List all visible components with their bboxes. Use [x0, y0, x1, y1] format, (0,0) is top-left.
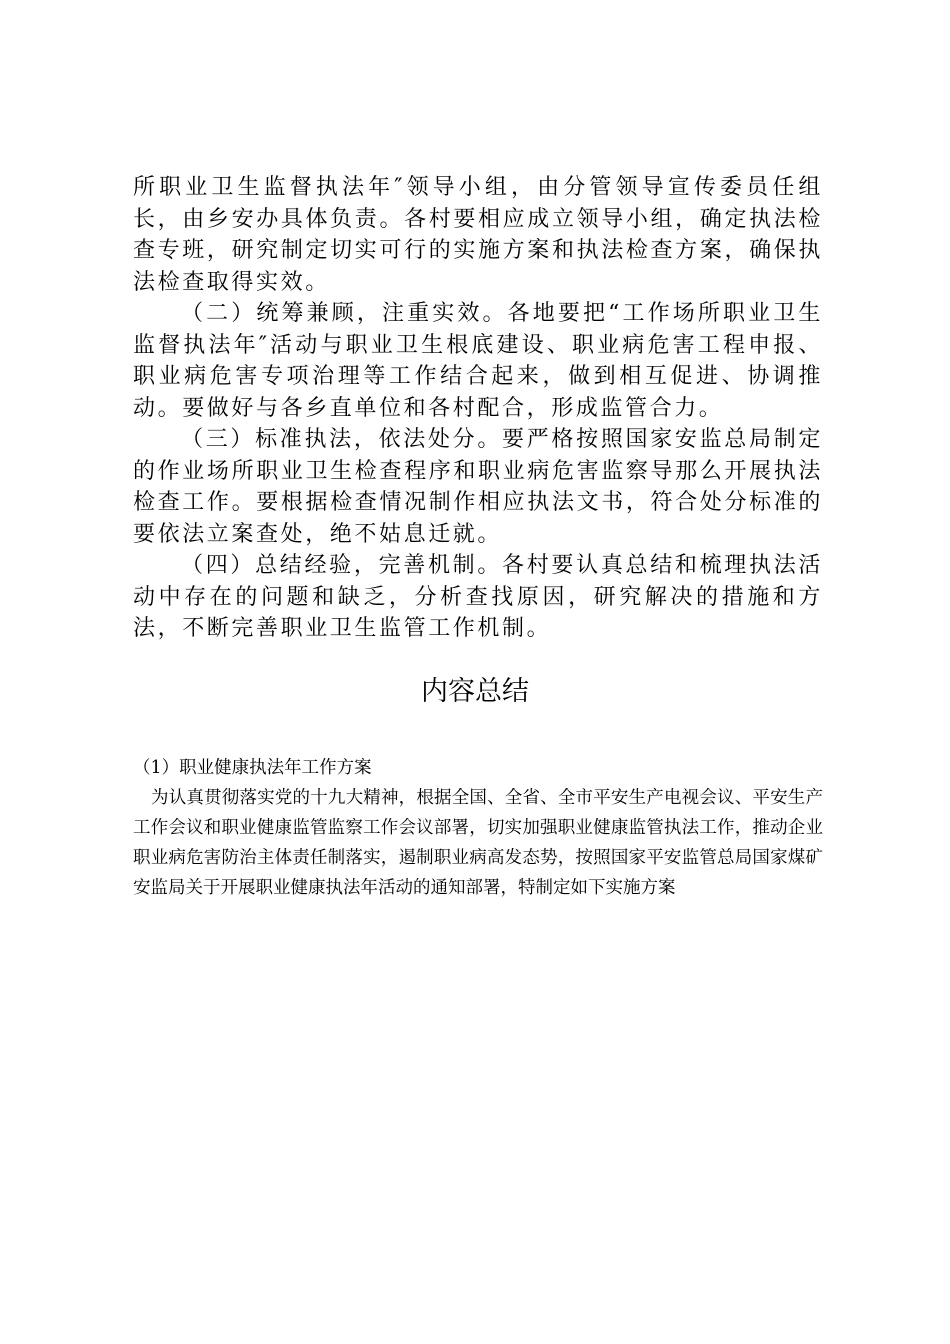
- paragraph-summary-experience: （四）总结经验，完善机制。各村要认真总结和梳理执法活动中存在的问题和缺乏，分析查找原因，研究解决的措施和方法，不断完善职业卫生监管工作机制。: [133, 553, 823, 641]
- paragraph-leadership-group: 所职业卫生监督执法年″领导小组，由分管领导宣传委员任组长，由乡安办具体负责。各村要相应成立领导小组，确定执法检查专班，研究制定切实可行的实施方案和执法检查方案，确保执法检查取得实效。: [133, 175, 823, 295]
- summary-body: 为认真贯彻落实党的十九大精神，根据全国、全省、全市平安生产电视会议、平安生产工作会议和职业健康监管监察工作会议部署，切实加强职业健康监管执法工作，推动企业职业病危害防治主体责任制落实，遏制职业病高发态势，按照国家平安监管总局国家煤矿安监局关于开展职业健康执法年活动的通知部署，特制定如下实施方案: [133, 788, 823, 898]
- paragraph-coordination: （二）统筹兼顾，注重实效。各地要把“工作场所职业卫生监督执法年″活动与职业卫生根底建设、职业病危害工程申报、职业病危害专项治理等工作结合起来，做到相互促进、协调推动。要做好与各乡直单位和各村配合，形成监管合力。: [133, 301, 823, 421]
- paragraph-standard-enforcement: （三）标准执法，依法处分。要严格按照国家安监总局制定的作业场所职业卫生检查程序和职业病危害监察导那么开展执法检查工作。要根据检查情况制作相应执法文书，符合处分标准的要依法立案查处，绝不姑息迁就。: [133, 427, 823, 547]
- summary-title: 内容总结: [421, 676, 529, 707]
- summary-heading: （1）职业健康执法年工作方案: [133, 758, 372, 778]
- document-body: [133, 172, 823, 645]
- summary-section: [133, 753, 823, 903]
